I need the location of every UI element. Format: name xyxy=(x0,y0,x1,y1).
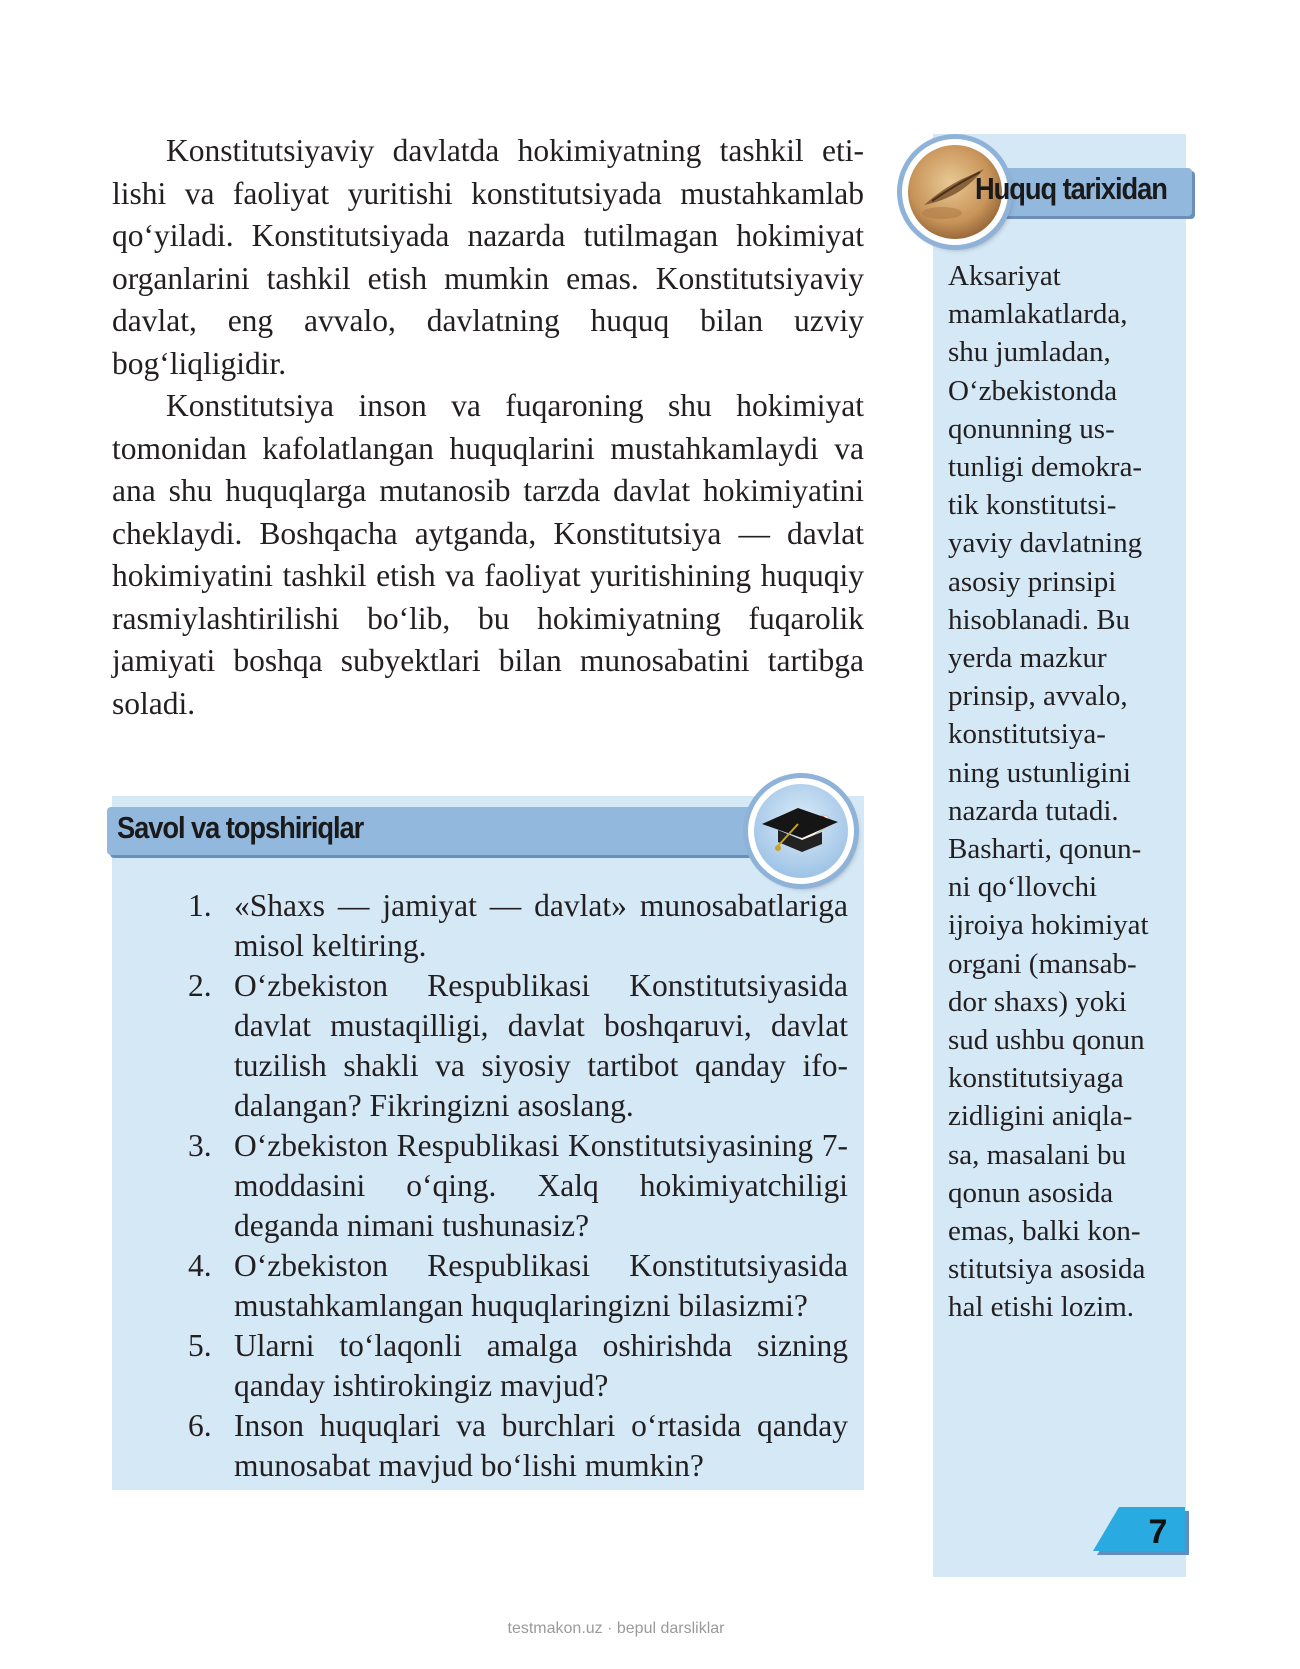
question-item xyxy=(188,966,848,1126)
sidebar-title: Huquq tarixidan xyxy=(975,171,1167,206)
question-text: O‘zbekiston Respublikasi Konstitutsiyasida mustahkamlangan huquqlaringizni bilasizmi? xyxy=(234,1248,848,1323)
page-number: 7 xyxy=(1148,1513,1168,1551)
question-number: 4. xyxy=(188,1248,212,1283)
sidebar-text: Aksariyat mamlakatlarda, shu jumladan, O‘zbekistonda qonunning us- tunligi demokra- tik konstitutsi- yaviy davlatning asosiy prinsipi hisoblanadi. Bu yerda mazkur prinsip, avvalo, konstitutsiya- ning ustunligini nazarda tutadi. Basharti, qonun- ni qo‘llovchi ijroiya hokimiyat organi (mansab- dor shaxs) yoki sud ushbu qonun konstitutsiyaga zidligini aniqla- sa, masalani bu qonun asosida emas, balki kon- stitutsiya asosida hal etishi lozim. xyxy=(948,260,1149,1324)
question-item xyxy=(188,1326,848,1406)
question-item xyxy=(188,1246,848,1326)
question-number: 2. xyxy=(188,968,212,1003)
question-text: O‘zbekiston Respublikasi Konstitutsiyasining 7-moddasini o‘qing. Xalq hokimiyatchiligi deganda nimani tushunasiz? xyxy=(234,1128,848,1243)
main-text xyxy=(112,130,864,725)
question-number: 5. xyxy=(188,1328,212,1363)
questions-title: Savol va topshiriqlar xyxy=(117,810,364,845)
question-item xyxy=(188,1126,848,1246)
question-text: Ularni to‘laqonli amalga oshirishda sizning qanday ishtirokingiz mavjud? xyxy=(234,1328,848,1403)
paragraph: Konstitutsiya inson va fuqaroning shu hokimiyat tomonidan kafolatlangan huquqlarini mustahkamlaydi va ana shu huquqlarga mutanosib tarzda davlat hokimiyatini cheklaydi. Boshqacha aytganda, Konstitutsiya — davlat hokimiyatini tashkil etish va faoliyat yuritishining huquqiy rasmiylashtirilishi bo‘lib, bu hokimiyatning fuqarolik jamiyati boshqa subyektlari bilan munosabatini tartibga soladi. xyxy=(112,388,864,721)
question-number: 3. xyxy=(188,1128,212,1163)
question-number: 6. xyxy=(188,1408,212,1443)
question-item xyxy=(188,1406,848,1486)
question-text: «Shaxs — jamiyat — davlat» munosabatlariga misol keltiring. xyxy=(234,888,848,963)
footer-watermark: testmakon.uz · bepul darsliklar xyxy=(507,1620,725,1637)
question-number: 1. xyxy=(188,888,212,923)
graduation-cap-diploma-icon xyxy=(748,778,854,884)
questions-list xyxy=(188,886,848,1486)
question-item xyxy=(188,886,848,966)
question-text: Inson huquqlari va burchlari o‘rtasida qanday munosabat mavjud bo‘lishi mumkin? xyxy=(234,1408,848,1483)
paragraph: Konstitutsiyaviy davlatda hokimiyatning tashkil etilishi va faoliyat yuritishi konstitutsiyada mustahkamlab qo‘yiladi. Konstitutsiyada nazarda tutilmagan hokimiyat organlarini tashkil etish mumkin emas. Konstitutsiyaviy davlat, eng avvalo, davlatning huquq bilan uzviy bog‘liqligidir. xyxy=(112,133,864,381)
question-text: O‘zbekiston Respublikasi Konstitutsiyasida davlat mustaqilligi, davlat boshqaruvi, davlat tuzilish shakli va siyosiy tartibot qanday ifodalangan? Fikringizni asoslang. xyxy=(234,968,848,1123)
